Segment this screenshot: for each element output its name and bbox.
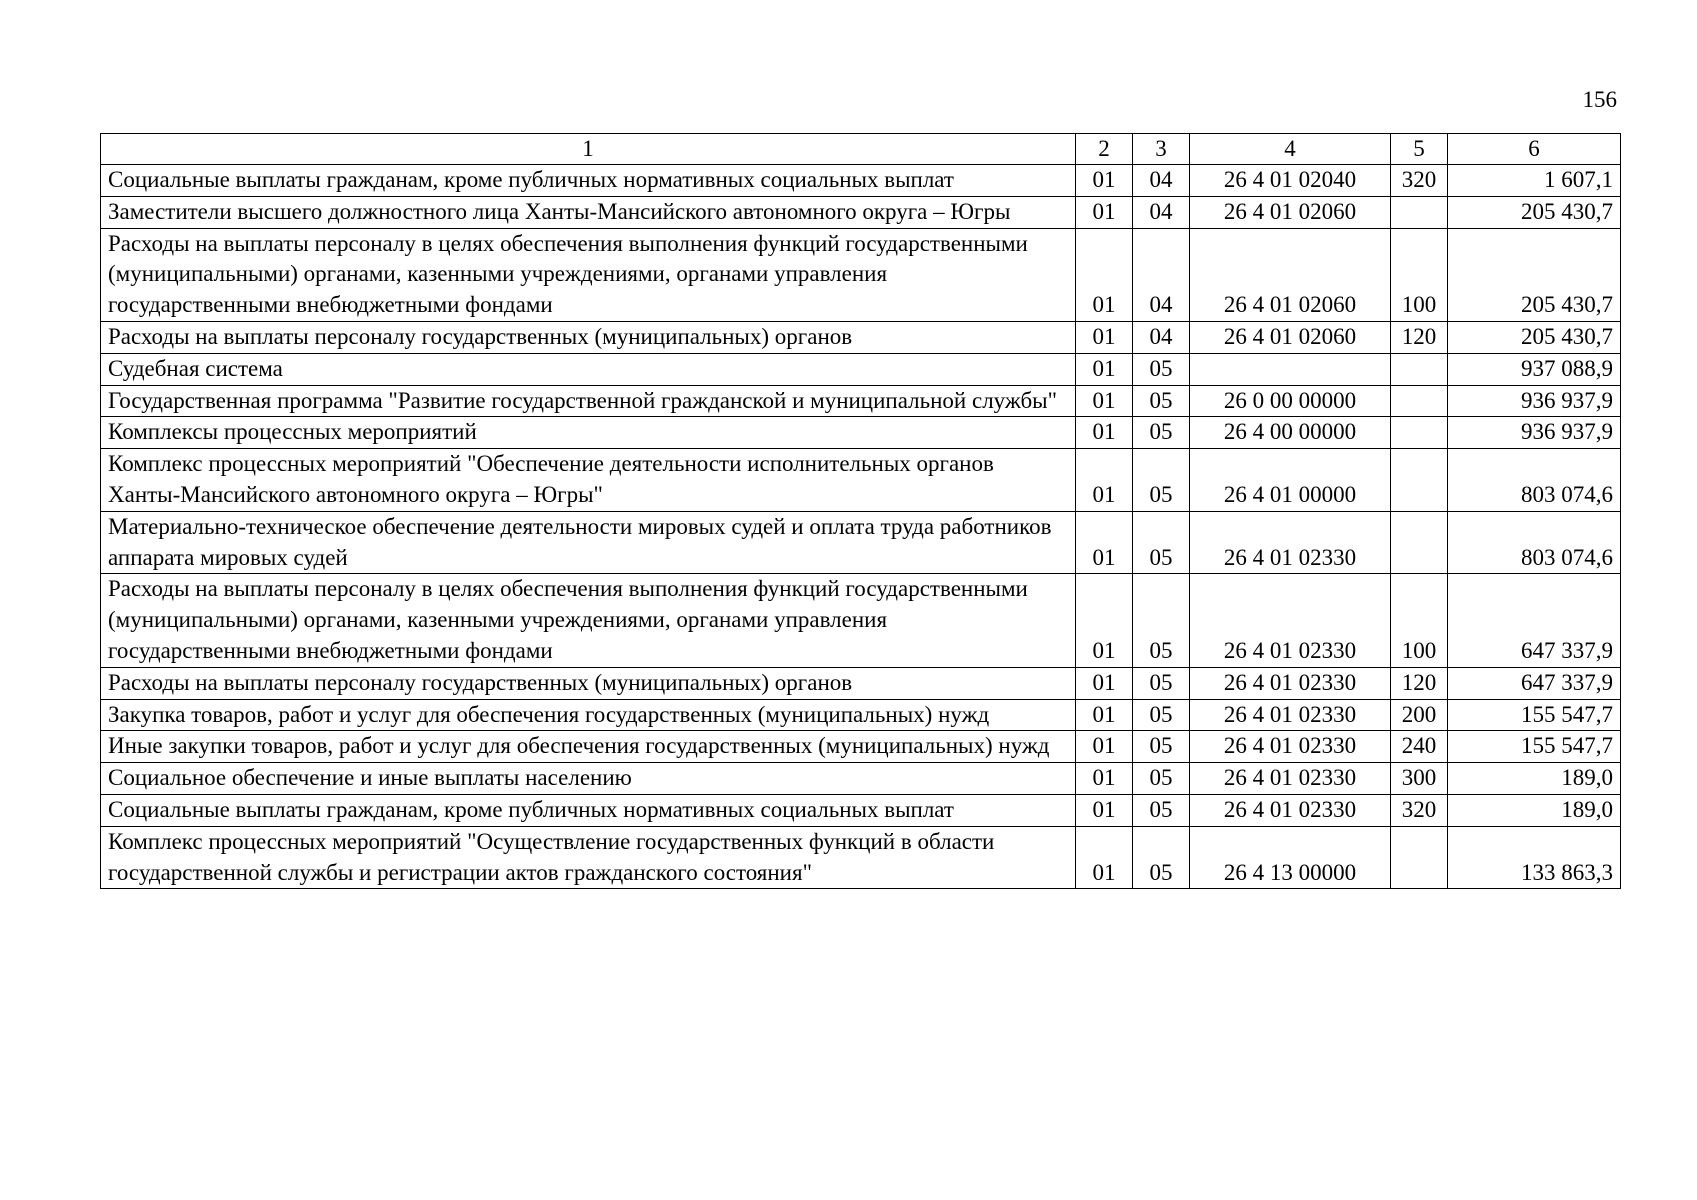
table-row xyxy=(101,321,1621,353)
row-target-code: 26 0 00 00000 xyxy=(1190,385,1391,417)
header-col-2: 2 xyxy=(1076,134,1133,165)
row-section: 01 xyxy=(1076,667,1133,699)
row-section: 01 xyxy=(1076,385,1133,417)
table-body xyxy=(101,165,1621,889)
row-name: Государственная программа "Развитие государственной гражданской и муниципальной службы" xyxy=(101,385,1076,417)
row-amount: 647 337,9 xyxy=(1448,574,1621,667)
row-section: 01 xyxy=(1076,449,1133,512)
row-amount: 936 937,9 xyxy=(1448,417,1621,449)
row-expense-type xyxy=(1391,196,1448,228)
row-expense-type: 120 xyxy=(1391,321,1448,353)
row-subsection: 05 xyxy=(1133,763,1190,795)
row-section: 01 xyxy=(1076,826,1133,889)
row-name: Социальное обеспечение и иные выплаты населению xyxy=(101,763,1076,795)
row-expense-type: 120 xyxy=(1391,667,1448,699)
row-amount: 205 430,7 xyxy=(1448,196,1621,228)
table-row xyxy=(101,731,1621,763)
table-row xyxy=(101,417,1621,449)
row-expense-type xyxy=(1391,511,1448,574)
row-name: Иные закупки товаров, работ и услуг для обеспечения государственных (муниципальных) нужд xyxy=(101,731,1076,763)
row-expense-type: 320 xyxy=(1391,165,1448,197)
row-expense-type: 200 xyxy=(1391,699,1448,731)
table-row xyxy=(101,667,1621,699)
row-subsection: 05 xyxy=(1133,449,1190,512)
row-amount: 205 430,7 xyxy=(1448,321,1621,353)
row-subsection: 05 xyxy=(1133,574,1190,667)
row-target-code: 26 4 01 00000 xyxy=(1190,449,1391,512)
table-row xyxy=(101,794,1621,826)
row-expense-type xyxy=(1391,385,1448,417)
row-target-code: 26 4 01 02040 xyxy=(1190,165,1391,197)
row-name: Закупка товаров, работ и услуг для обеспечения государственных (муниципальных) нужд xyxy=(101,699,1076,731)
header-col-3: 3 xyxy=(1133,134,1190,165)
row-amount: 155 547,7 xyxy=(1448,699,1621,731)
row-section: 01 xyxy=(1076,165,1133,197)
table-row xyxy=(101,574,1621,667)
row-target-code: 26 4 01 02330 xyxy=(1190,574,1391,667)
row-amount: 937 088,9 xyxy=(1448,353,1621,385)
row-section: 01 xyxy=(1076,321,1133,353)
table-row xyxy=(101,353,1621,385)
row-expense-type xyxy=(1391,417,1448,449)
row-section: 01 xyxy=(1076,511,1133,574)
row-section: 01 xyxy=(1076,731,1133,763)
table-row xyxy=(101,699,1621,731)
row-section: 01 xyxy=(1076,353,1133,385)
row-amount: 803 074,6 xyxy=(1448,449,1621,512)
row-expense-type xyxy=(1391,826,1448,889)
row-subsection: 05 xyxy=(1133,385,1190,417)
table-row xyxy=(101,763,1621,795)
row-expense-type xyxy=(1391,449,1448,512)
budget-table xyxy=(100,133,1621,889)
table-row xyxy=(101,511,1621,574)
row-target-code xyxy=(1190,353,1391,385)
row-subsection: 05 xyxy=(1133,511,1190,574)
row-section: 01 xyxy=(1076,228,1133,321)
header-col-1: 1 xyxy=(101,134,1076,165)
row-section: 01 xyxy=(1076,574,1133,667)
row-subsection: 05 xyxy=(1133,353,1190,385)
row-target-code: 26 4 01 02330 xyxy=(1190,794,1391,826)
row-target-code: 26 4 00 00000 xyxy=(1190,417,1391,449)
row-name: Судебная система xyxy=(101,353,1076,385)
row-target-code: 26 4 01 02330 xyxy=(1190,511,1391,574)
row-amount: 803 074,6 xyxy=(1448,511,1621,574)
row-subsection: 05 xyxy=(1133,699,1190,731)
row-target-code: 26 4 01 02330 xyxy=(1190,763,1391,795)
row-amount: 189,0 xyxy=(1448,794,1621,826)
row-expense-type xyxy=(1391,353,1448,385)
row-name: Расходы на выплаты персоналу в целях обеспечения выполнения функций государственными (муниципальными) органами, казенными учреждениями, органами управления государственными внебюджетными фондами xyxy=(101,574,1076,667)
row-name: Социальные выплаты гражданам, кроме публичных нормативных социальных выплат xyxy=(101,165,1076,197)
table-row xyxy=(101,196,1621,228)
row-name: Расходы на выплаты персоналу государственных (муниципальных) органов xyxy=(101,667,1076,699)
row-amount: 1 607,1 xyxy=(1448,165,1621,197)
row-target-code: 26 4 01 02060 xyxy=(1190,321,1391,353)
row-expense-type: 300 xyxy=(1391,763,1448,795)
table-row xyxy=(101,228,1621,321)
row-subsection: 04 xyxy=(1133,165,1190,197)
row-subsection: 05 xyxy=(1133,794,1190,826)
row-target-code: 26 4 01 02060 xyxy=(1190,196,1391,228)
row-subsection: 04 xyxy=(1133,196,1190,228)
row-section: 01 xyxy=(1076,794,1133,826)
row-subsection: 05 xyxy=(1133,731,1190,763)
table-row xyxy=(101,385,1621,417)
row-subsection: 05 xyxy=(1133,667,1190,699)
row-amount: 205 430,7 xyxy=(1448,228,1621,321)
row-subsection: 04 xyxy=(1133,228,1190,321)
row-name: Комплекс процессных мероприятий "Обеспечение деятельности исполнительных органов Ханты-Мансийского автономного округа – Югры" xyxy=(101,449,1076,512)
table-row xyxy=(101,165,1621,197)
row-amount: 647 337,9 xyxy=(1448,667,1621,699)
row-amount: 155 547,7 xyxy=(1448,731,1621,763)
row-name: Материально-техническое обеспечение деятельности мировых судей и оплата труда работников аппарата мировых судей xyxy=(101,511,1076,574)
row-name: Социальные выплаты гражданам, кроме публичных нормативных социальных выплат xyxy=(101,794,1076,826)
row-amount: 133 863,3 xyxy=(1448,826,1621,889)
row-expense-type: 100 xyxy=(1391,574,1448,667)
header-col-5: 5 xyxy=(1391,134,1448,165)
table-row xyxy=(101,826,1621,889)
row-section: 01 xyxy=(1076,763,1133,795)
row-section: 01 xyxy=(1076,699,1133,731)
table-row xyxy=(101,449,1621,512)
header-col-4: 4 xyxy=(1190,134,1391,165)
row-expense-type: 100 xyxy=(1391,228,1448,321)
row-target-code: 26 4 01 02060 xyxy=(1190,228,1391,321)
row-name: Расходы на выплаты персоналу в целях обеспечения выполнения функций государственными (муниципальными) органами, казенными учреждениями, органами управления государственными внебюджетными фондами xyxy=(101,228,1076,321)
header-col-6: 6 xyxy=(1448,134,1621,165)
row-section: 01 xyxy=(1076,196,1133,228)
row-target-code: 26 4 01 02330 xyxy=(1190,731,1391,763)
row-subsection: 05 xyxy=(1133,826,1190,889)
row-expense-type: 320 xyxy=(1391,794,1448,826)
row-amount: 189,0 xyxy=(1448,763,1621,795)
row-name: Комплексы процессных мероприятий xyxy=(101,417,1076,449)
row-target-code: 26 4 01 02330 xyxy=(1190,699,1391,731)
row-name: Расходы на выплаты персоналу государственных (муниципальных) органов xyxy=(101,321,1076,353)
row-subsection: 04 xyxy=(1133,321,1190,353)
row-target-code: 26 4 01 02330 xyxy=(1190,667,1391,699)
page-number: 156 xyxy=(1582,87,1617,112)
row-expense-type: 240 xyxy=(1391,731,1448,763)
row-name: Комплекс процессных мероприятий "Осуществление государственных функций в области государственной службы и регистрации актов гражданского состояния" xyxy=(101,826,1076,889)
row-name: Заместители высшего должностного лица Ханты-Мансийского автономного округа – Югры xyxy=(101,196,1076,228)
row-section: 01 xyxy=(1076,417,1133,449)
row-amount: 936 937,9 xyxy=(1448,385,1621,417)
row-target-code: 26 4 13 00000 xyxy=(1190,826,1391,889)
table-header-row xyxy=(101,134,1621,165)
row-subsection: 05 xyxy=(1133,417,1190,449)
